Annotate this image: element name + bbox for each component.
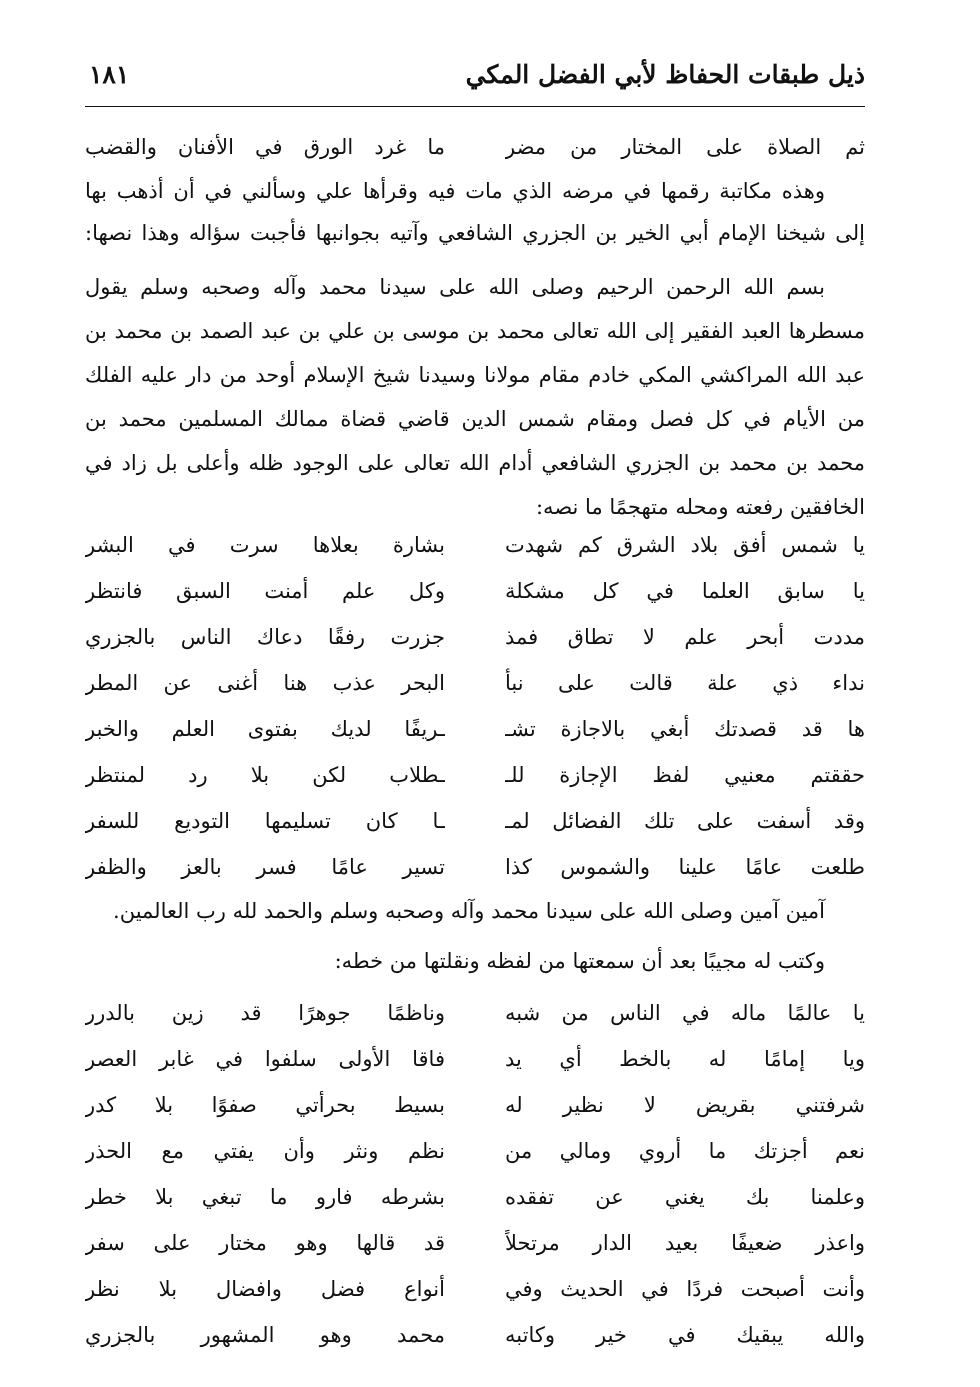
verse-second-hemistich: محمد وهو المشهور بالجزري [85, 1323, 445, 1347]
poem-one-verse [85, 614, 865, 660]
verse-second-hemistich: تسير عامًا فسر بالعز والظفر [85, 855, 445, 879]
verse-first-hemistich: يا شمس أفق بلاد الشرق كم شهدت [505, 533, 865, 557]
verse-first-hemistich: وعلمنا بك يغني عن تفقده [505, 1185, 865, 1209]
verse-first-hemistich: يا سابق العلما في كل مشكلة [505, 579, 865, 603]
poem-two-verse [85, 1082, 865, 1128]
verse-second-hemistich: ـطلاب لكن بلا رد لمنتظر [85, 763, 445, 787]
running-title: ذيل طبقات الحفاظ لأبي الفضل المكي [465, 60, 865, 89]
verse-second-hemistich: البحر عذب هنا أغنى عن المطر [85, 671, 445, 695]
letter-line: مسطرها العبد الفقير إلى الله تعالى محمد بن موسى بن علي بن عبد الصمد بن محمد بن [85, 319, 865, 343]
verse-second-hemistich: وكل علم أمنت السبق فانتظر [85, 579, 445, 603]
verse-first-hemistich: مددت أبحر علم لا تطاق فمذ [505, 625, 865, 649]
letter-line: محمد بن محمد بن الجزري الشافعي أدام الله تعالى على الوجود ظله وأعلى بل زاد في [85, 451, 865, 475]
verse-first-hemistich: وأنت أصبحت فردًا في الحديث وفي [505, 1277, 865, 1301]
verse-first-hemistich: حققتم معنيي لفظ الإجازة للـ [505, 763, 865, 787]
verse-second-hemistich: بشرطه فارو ما تبغي بلا خطر [85, 1185, 445, 1209]
poem-two-verse [85, 1128, 865, 1174]
verse-first-hemistich: نعم أجزتك ما أروي ومالي من [505, 1139, 865, 1163]
poem-one-verse [85, 522, 865, 568]
verse-first-hemistich: والله يبقيك في خير وكاتبه [505, 1323, 865, 1347]
poem-one-verse [85, 706, 865, 752]
letter-line: عبد الله المراكشي المكي خادم مقام مولانا وسيدنا شيخ الإسلام أوحد من دار عليه الفلك [85, 363, 865, 387]
poem-two-verse [85, 990, 865, 1036]
verse-first-hemistich: نداء ذي علة قالت على نبأ [505, 671, 865, 695]
poem-two-verse [85, 1312, 865, 1358]
poem-two-verse [85, 1266, 865, 1312]
verse-first-hemistich: واعذر ضعيفًا بعيد الدار مرتحلاً [505, 1231, 865, 1255]
intro-line: إلى شيخنا الإمام أبي الخير بن الجزري الشافعي وآتيه بجوانبها فأجبت سؤاله وهذا نصها: [85, 221, 865, 245]
verse-second-hemistich: ما غرد الورق في الأفنان والقضب [85, 135, 445, 159]
verse-second-hemistich: جزرت رفقًا دعاك الناس بالجزري [85, 625, 445, 649]
verse-second-hemistich: ـريفًا لديك بفتوى العلم والخبر [85, 717, 445, 741]
verse-second-hemistich: بسيط بحرأتي صفوًا بلا كدر [85, 1093, 445, 1117]
poem-two-verse [85, 1220, 865, 1266]
page-header [85, 56, 865, 102]
verse-first-hemistich: شرفتني بقريض لا نظير له [505, 1093, 865, 1117]
verse-second-hemistich: أنواع فضل وافضال بلا نظر [85, 1277, 445, 1301]
poem-one-verse [85, 844, 865, 890]
verse-first-hemistich: يا عالمًا ماله في الناس من شبه [505, 1001, 865, 1025]
poem-two-verse [85, 1036, 865, 1082]
verse-second-hemistich: فاقا الأولى سلفوا في غابر العصر [85, 1047, 445, 1071]
letter-line: الخافقين رفعته ومحله متهجمًا ما نصه: [535, 495, 865, 519]
verse-first-hemistich: ثم الصلاة على المختار من مضر [505, 135, 865, 159]
closing-line: آمين آمين وصلى الله على سيدنا محمد وآله وصحبه وسلم والحمد لله رب العالمين. [113, 899, 825, 923]
verse-first-hemistich: طلعت عامًا علينا والشموس كذا [505, 855, 865, 879]
opening-verse [85, 124, 865, 170]
verse-second-hemistich: وناظمًا جوهرًا قد زين بالدرر [85, 1001, 445, 1025]
poem-two-verse [85, 1174, 865, 1220]
verse-second-hemistich: بشارة بعلاها سرت في البشر [85, 533, 445, 557]
verse-first-hemistich: ها قد قصدتك أبغي بالاجازة تشـ [505, 717, 865, 741]
verse-second-hemistich: ـا كان تسليمها التوديع للسفر [85, 809, 445, 833]
verse-second-hemistich: نظم ونثر وأن يفتي مع الحذر [85, 1139, 445, 1163]
poem-one-verse [85, 798, 865, 844]
page-number: ١٨١ [89, 60, 130, 89]
verse-first-hemistich: وقد أسفت على تلك الفضائل لمـ [505, 809, 865, 833]
letter-line: بسم الله الرحمن الرحيم وصلى الله على سيدنا محمد وآله وصحبه وسلم يقول [85, 275, 825, 299]
poem-one-verse [85, 660, 865, 706]
letter-line: من الأيام في كل فصل ومقام شمس الدين قاضي قضاة ممالك المسلمين محمد بن [85, 407, 865, 431]
header-divider [85, 106, 865, 107]
verse-second-hemistich: قد قالها وهو مختار على سفر [85, 1231, 445, 1255]
poem-one-verse [85, 752, 865, 798]
reply-intro: وكتب له مجيبًا بعد أن سمعتها من لفظه ونقلتها من خطه: [334, 949, 825, 973]
verse-first-hemistich: ويا إمامًا له بالخط أي يد [505, 1047, 865, 1071]
intro-line: وهذه مكاتبة رقمها في مرضه الذي مات فيه وقرأها علي وسألني في أن أذهب بها [85, 179, 825, 203]
poem-one-verse [85, 568, 865, 614]
